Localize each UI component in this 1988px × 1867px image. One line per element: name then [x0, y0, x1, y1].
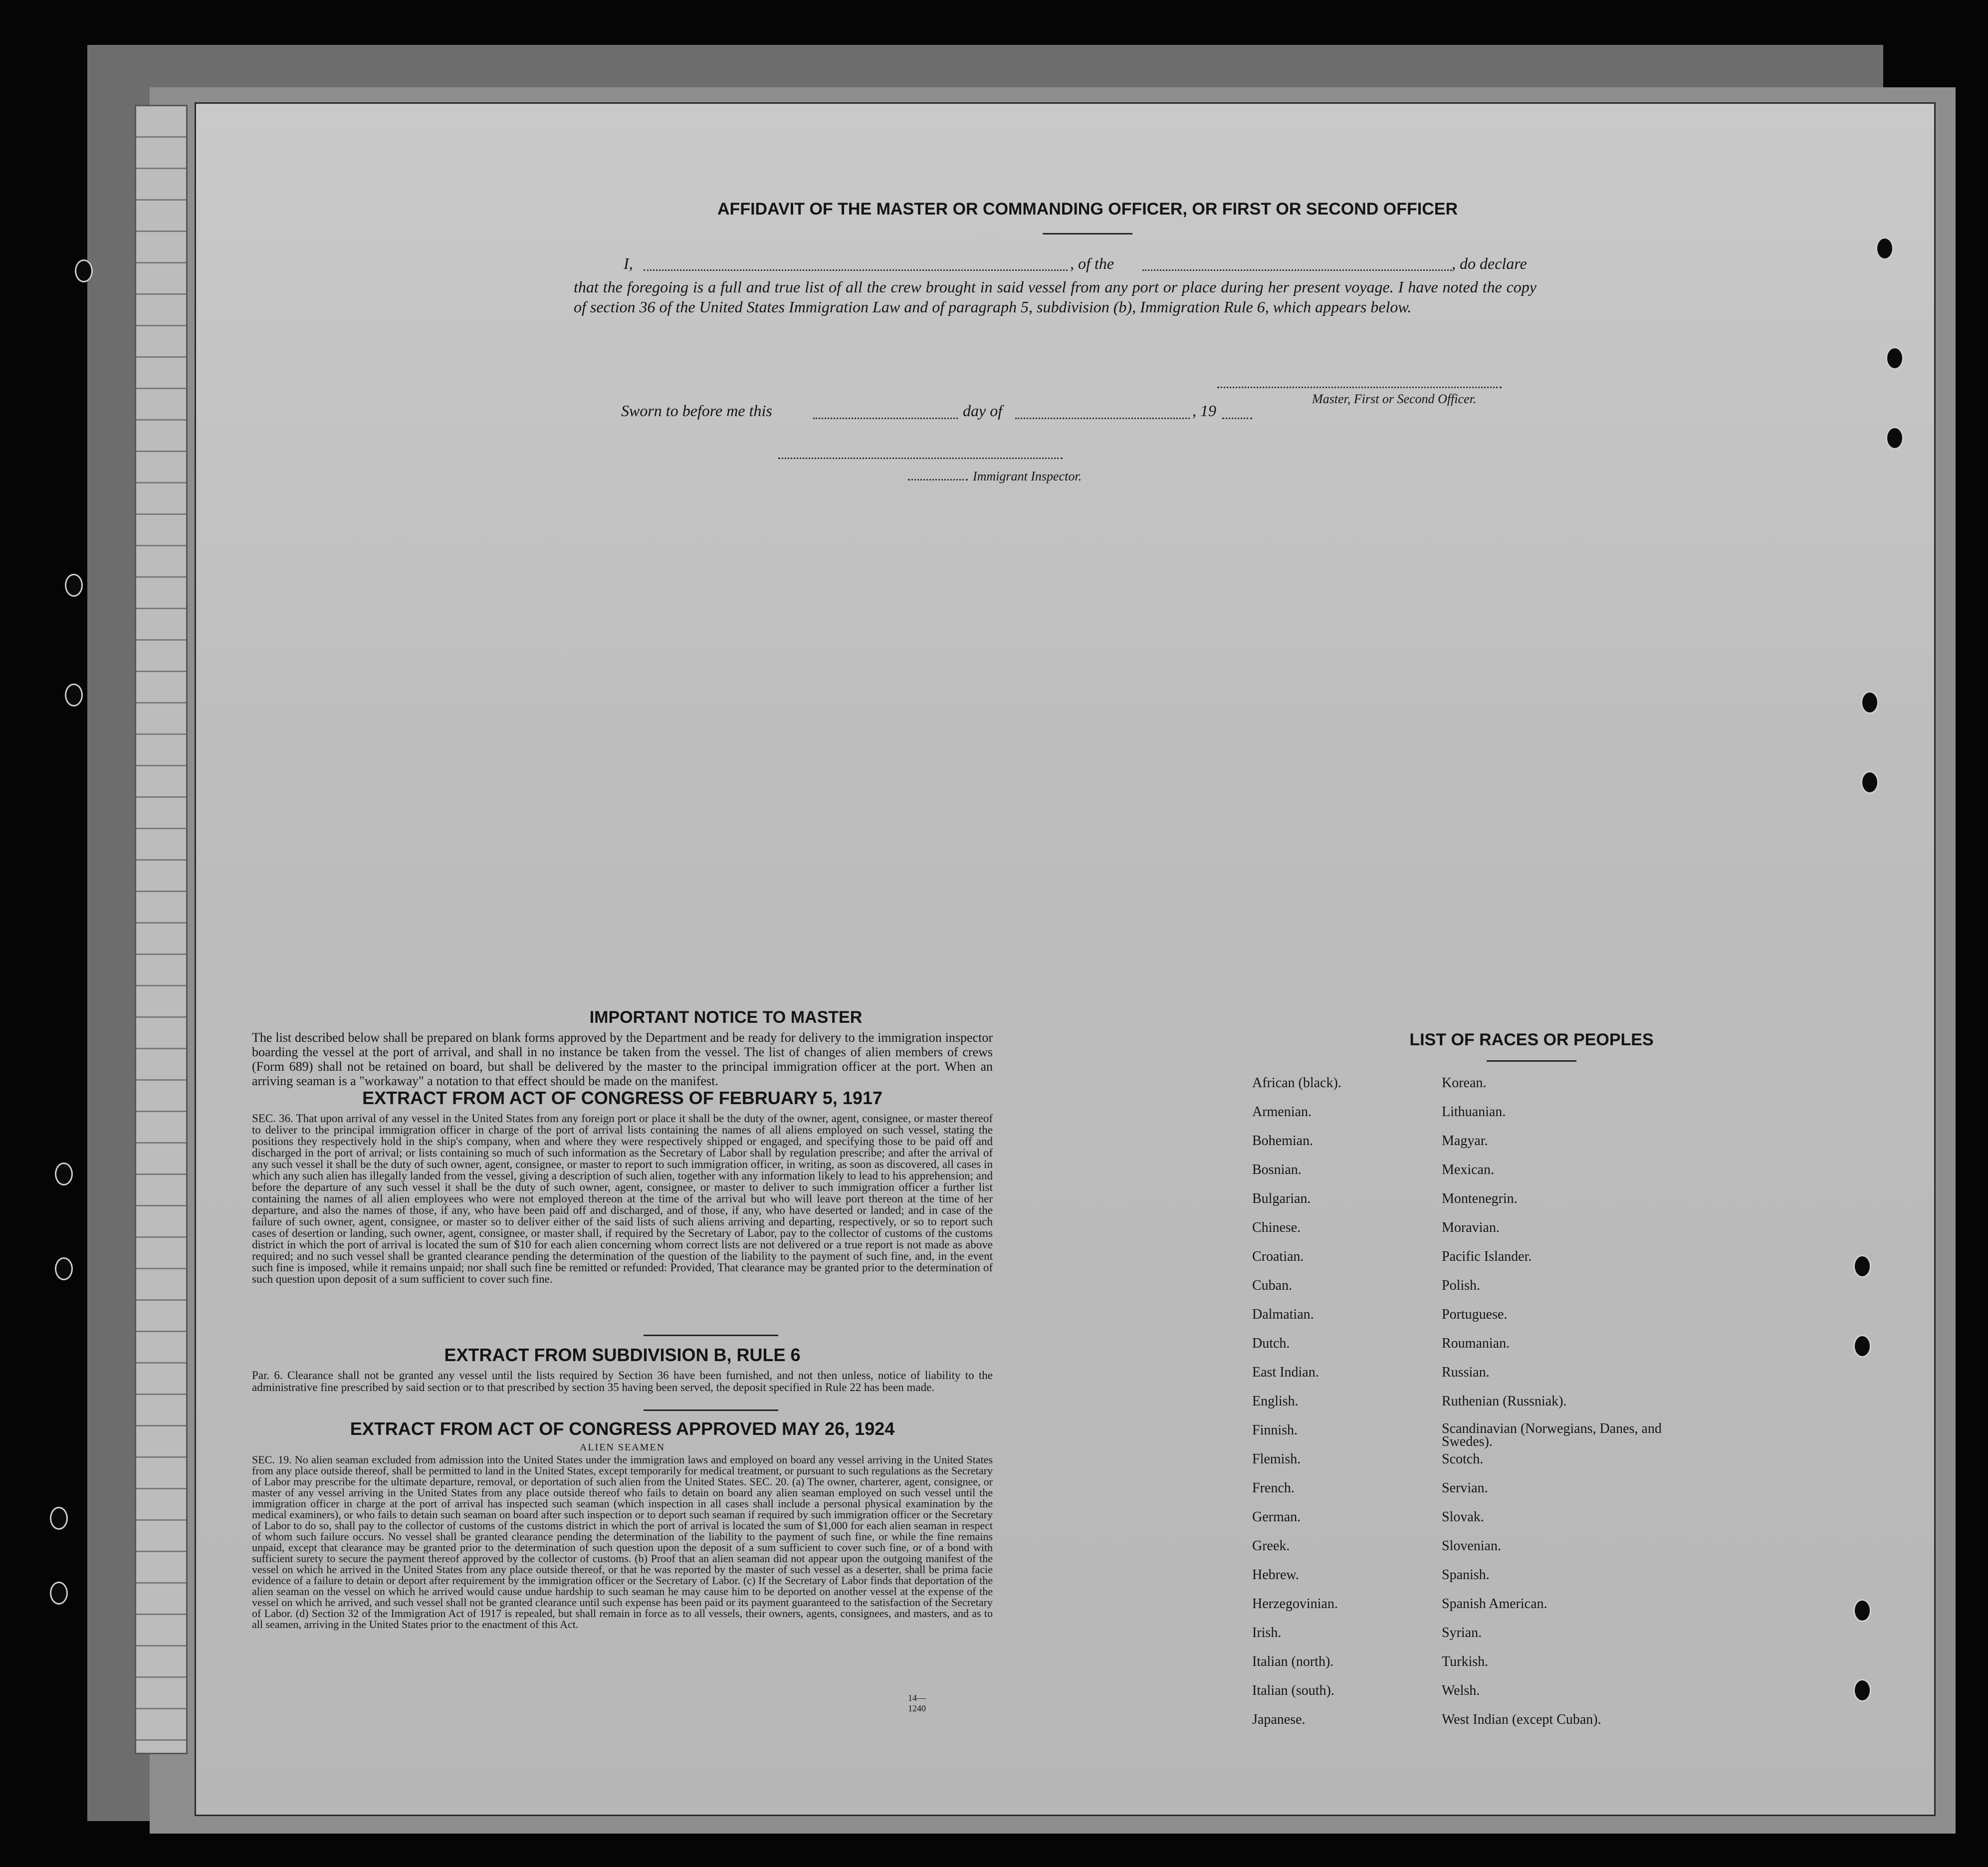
binder-hole	[50, 1582, 68, 1605]
race-item: Bohemian.	[1252, 1133, 1314, 1149]
race-item: French.	[1252, 1480, 1295, 1496]
extract1924-subtitle: ALIEN SEAMEN	[579, 1442, 665, 1453]
race-item: Cuban.	[1252, 1278, 1293, 1293]
binder-hole	[55, 1257, 73, 1280]
name-line[interactable]	[644, 269, 1068, 271]
race-item: Slovak.	[1442, 1509, 1484, 1525]
binder-hole	[1886, 347, 1904, 370]
form-number: 14—1240	[908, 1693, 926, 1713]
race-item: Hebrew.	[1252, 1567, 1299, 1583]
inspector-signature-line[interactable]	[778, 458, 1063, 459]
race-item: Pacific Islander.	[1442, 1249, 1532, 1264]
race-item: Dutch.	[1252, 1336, 1290, 1351]
extract1917-body: SEC. 36. That upon arrival of any vessel in the United States from any foreign port or place it shall be the duty of the owner, agent, consignee, or master thereof to deliver to the principal immigration officer in charge of the port of arrival lists containing the names of all aliens employed on such vessel, stating the positions they respectively hold in the ship's company, when and where they were respectively shipped or engaged, and specifying those to be paid off and discharged in the port of arrival; or lists containing so much of such information as the Secretary of Labor shall by regulation prescribe; and after the arrival of any such vessel it shall be the duty of such owner, agent, consignee, or master to report to such immigration officer, in writing, as soon as discovered, all cases in which any such alien has illegally landed from the vessel, giving a description of such alien, together with any information likely to lead to his apprehension; and before the departure of any such vessel it shall be the duty of such owner, agent, consignee, or master to deliver to such immigration officer a further list containing the names of all alien employees who were not employed thereon at the time of the arrival but who will leave port thereon at the time of her departure, and also the names of those, if any, who have been paid off and discharged, and of those, if any, who have deserted or landed; and in case of the failure of such owner, agent, consignee, or master so to deliver either of the said lists of such aliens arriving and departing, respectively, or so to report such cases of desertion or landing, such owner, agent, consignee, or master shall, if required by the Secretary of Labor, pay to the collector of customs of the customs district in which the port of arrival is located the sum of $10 for each alien concerning whom correct lists are not delivered or a true report is not made as above required; and no such vessel shall be granted clearance pending the determination of the question of the liability to the payment of such fine, and, in the event such fine is imposed, while it remains unpaid; nor shall such fine be remitted or refunded: Provided, That clearance may be granted prior to the determination of such question upon deposit of a sum sufficient to cover such fine.	[252, 1112, 993, 1285]
race-item: Dalmatian.	[1252, 1307, 1314, 1322]
race-item: Roumanian.	[1442, 1336, 1510, 1351]
master-label: Master, First or Second Officer.	[1312, 392, 1477, 406]
binder-hole	[55, 1163, 73, 1185]
binder-hole	[1853, 1335, 1871, 1358]
sworn-year: , 19	[1192, 402, 1216, 420]
inspector-label: Immigrant Inspector.	[973, 469, 1082, 483]
race-item: Bulgarian.	[1252, 1191, 1311, 1206]
extractRule6-title: EXTRACT FROM SUBDIVISION B, RULE 6	[444, 1345, 801, 1365]
race-item: African (black).	[1252, 1075, 1341, 1091]
binder-hole	[1853, 1599, 1871, 1622]
divider	[644, 1409, 778, 1411]
binder-hole	[1853, 1255, 1871, 1278]
race-item: Turkish.	[1442, 1654, 1489, 1669]
race-item: Portuguese.	[1442, 1307, 1508, 1322]
race-item: Scotch.	[1442, 1451, 1484, 1467]
race-item: Ruthenian (Russniak).	[1442, 1394, 1567, 1409]
race-item: Polish.	[1442, 1278, 1481, 1293]
race-item: Armenian.	[1252, 1104, 1312, 1120]
race-item: Japanese.	[1252, 1712, 1306, 1727]
race-item: Servian.	[1442, 1480, 1488, 1496]
binder-hole	[65, 574, 83, 597]
race-item: Spanish American.	[1442, 1596, 1547, 1612]
race-item: Russian.	[1442, 1365, 1490, 1380]
extract1924-title: EXTRACT FROM ACT OF CONGRESS APPROVED MAY 26, 1924	[350, 1418, 895, 1439]
affidavit-body: that the foregoing is a full and true list of all the crew brought in said vessel from any port or place during her present voyage. I have noted the copy of section 36 of the United States Immigration Law and of paragraph 5, subdivision (b), Immigration Rule 6, which appears below.	[574, 278, 1537, 316]
binder-hole	[1876, 237, 1894, 260]
race-item: Flemish.	[1252, 1451, 1301, 1467]
sworn-text: Sworn to before me this	[621, 402, 772, 420]
race-item: Italian (south).	[1252, 1683, 1334, 1698]
notice-title: IMPORTANT NOTICE TO MASTER	[589, 1008, 863, 1027]
races-right-column	[1442, 1075, 1701, 1741]
binder-hole	[1861, 691, 1879, 714]
sworn-month-line[interactable]	[1015, 418, 1190, 419]
affidavit-declare: , do declare	[1452, 254, 1527, 272]
sworn-day-line[interactable]	[813, 418, 958, 419]
race-item: Scandinavian (Norwegians, Danes, and Swedes).	[1442, 1421, 1662, 1449]
races-left-column	[1252, 1075, 1462, 1741]
affidavit-title: AFFIDAVIT OF THE MASTER OR COMMANDING OFFICER, OR FIRST OR SECOND OFFICER	[717, 200, 1458, 219]
race-item: Finnish.	[1252, 1422, 1298, 1438]
affidavit-of-the: , of the	[1070, 254, 1114, 272]
race-item: East Indian.	[1252, 1365, 1319, 1380]
race-item: Spanish.	[1442, 1567, 1490, 1583]
race-item: Montenegrin.	[1442, 1191, 1518, 1206]
binder-hole	[1853, 1679, 1871, 1702]
notice-body: The list described below shall be prepared on blank forms approved by the Department and be ready for delivery to the immigration inspector boarding the vessel at the port of arrival, and shall in no instance be taken from the vessel. The list of changes of alien members of crews (Form 689) shall not be retained on board, but shall be delivered by the master to the principal immigration officer at the port. When an arriving seaman is a "workaway" a notation to that effect should be made on the manifest.	[252, 1030, 993, 1088]
race-item: West Indian (except Cuban).	[1442, 1712, 1601, 1727]
race-item: Mexican.	[1442, 1162, 1494, 1177]
sworn-day-of: day of	[963, 402, 1003, 420]
race-item: Slovenian.	[1442, 1538, 1501, 1554]
race-item: German.	[1252, 1509, 1301, 1525]
extract1924-body: SEC. 19. No alien seaman excluded from admission into the United States under the immigration laws and employed on board any vessel arriving in the United States from any place outside thereof, shall be permitted to land in the United States, except temporarily for medical treatment, or pursuant to such regulations as the Secretary of Labor may prescribe for the ultimate departure, removal, or deportation of such alien from the United States. SEC. 20. (a) The owner, charterer, agent, consignee, or master of any vessel arriving in the United States from any place outside thereof who fails to detain on board any alien seaman employed on such vessel until the immigration officer in charge at the port of arrival has inspected such seaman (which inspection in all cases shall include a personal physical examination by the medical examiners), or who fails to detain such seaman on board after such inspection or to deport such seaman if required by such immigration officer or the Secretary of Labor to do so, shall pay to the collector of customs of the customs district in which the port of arrival is located the sum of $1,000 for each alien seaman in respect of whom such failure occurs. No vessel shall be granted clearance pending the determination of the liability to the payment of such fine, or while the fine remains unpaid, except that clearance may be granted prior to the determination of such question upon the deposit of a sum sufficient to cover such fine, or of a bond with sufficient surety to secure the payment thereof approved by the collector of customs. (b) Proof that an alien seaman did not appear upon the outgoing manifest of the vessel on which he arrived in the United States from any place outside thereof, or that he was reported by the master of such vessel as a deserter, shall be prima facie evidence of a failure to detain or deport after requirement by the immigration officer or the Secretary of Labor. (c) If the Secretary of Labor finds that deportation of the alien seaman on the vessel on which he arrived would cause undue hardship to such seaman he may cause him to be deported on another vessel at the expense of the vessel on which he arrived, and such vessel shall not be granted clearance until such expense has been paid or its payment guaranteed to the satisfaction of the Secretary of Labor. (d) Section 32 of the Immigration Act of 1917 is repealed, but shall remain in force as to all vessels, their owners, agents, consignees, and masters, and as to all seamen, arriving in the United States prior to the enactment of this Act.	[252, 1453, 993, 1631]
binder-hole	[50, 1507, 68, 1530]
binder-hole	[65, 684, 83, 706]
races-title: LIST OF RACES OR PEOPLES	[1409, 1030, 1654, 1049]
race-item: Chinese.	[1252, 1220, 1301, 1235]
race-item: Moravian.	[1442, 1220, 1500, 1235]
form-page	[195, 102, 1936, 1816]
affidavit-i: I,	[624, 254, 633, 272]
race-item: Korean.	[1442, 1075, 1487, 1091]
race-item: Italian (north).	[1252, 1654, 1334, 1669]
divider	[1487, 1060, 1576, 1062]
divider	[644, 1335, 778, 1336]
race-item: Lithuanian.	[1442, 1104, 1506, 1120]
race-item: Greek.	[1252, 1538, 1290, 1554]
extractRule6-body: Par. 6. Clearance shall not be granted any vessel until the lists required by Section 36 have been furnished, and not then unless, notice of liability to the administrative fine prescribed by said section or to that prescribed by section 35 having been served, the deposit specified in Rule 22 has been made.	[252, 1369, 993, 1394]
race-item: Bosnian.	[1252, 1162, 1302, 1177]
race-item: Herzegovinian.	[1252, 1596, 1338, 1612]
binder-hole	[1886, 427, 1904, 450]
extract1917-title: EXTRACT FROM ACT OF CONGRESS OF FEBRUARY 5, 1917	[362, 1088, 883, 1108]
vessel-line[interactable]	[1142, 269, 1452, 271]
race-item: Irish.	[1252, 1625, 1282, 1640]
binder-hole	[75, 259, 93, 282]
race-item: English.	[1252, 1394, 1299, 1409]
race-item: Croatian.	[1252, 1249, 1304, 1264]
race-item: Syrian.	[1442, 1625, 1482, 1640]
sworn-year-line[interactable]	[1222, 418, 1252, 419]
master-signature-line[interactable]	[1217, 387, 1502, 388]
divider	[1043, 233, 1132, 234]
race-item: Magyar.	[1442, 1133, 1488, 1149]
race-item: Welsh.	[1442, 1683, 1480, 1698]
binder-hole	[1861, 771, 1879, 794]
inspector-short-line	[908, 479, 968, 480]
ledger-edge	[135, 105, 188, 1754]
